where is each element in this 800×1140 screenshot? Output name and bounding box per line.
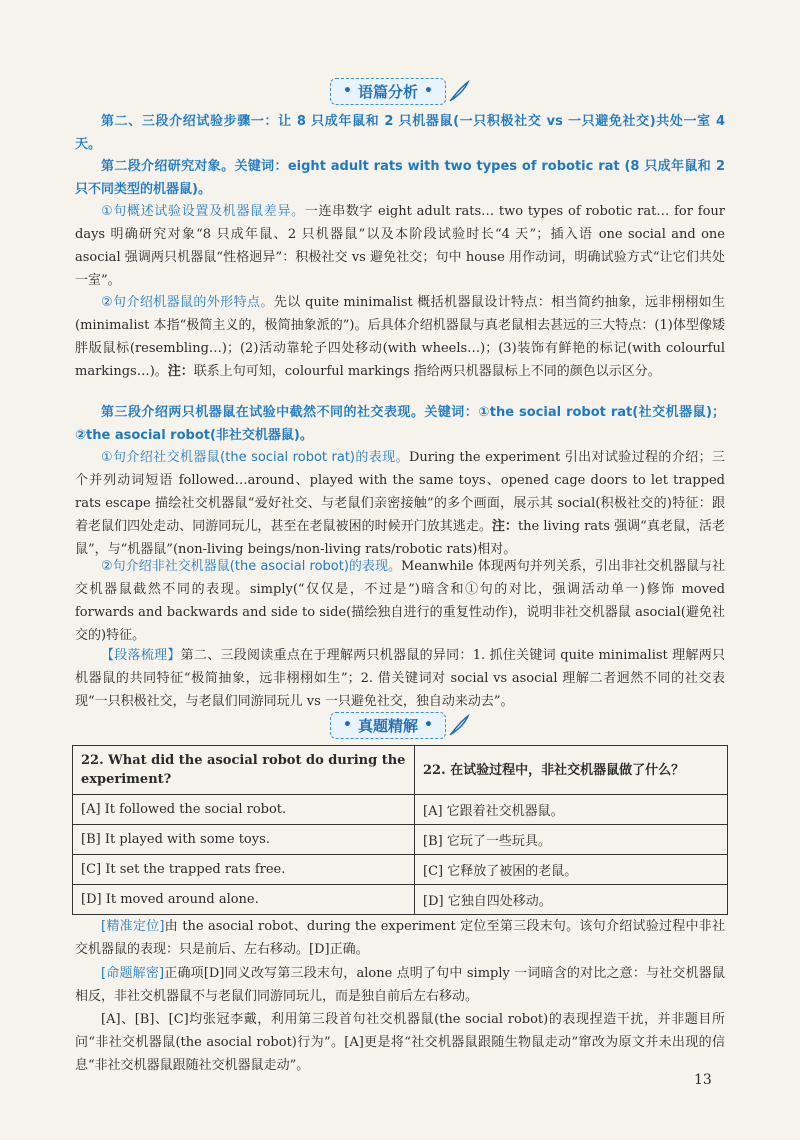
- option-b-en: [B] It played with some toys.: [73, 825, 415, 855]
- asocial-robot-body: Meanwhile 体现两句并列关系，引出非社交机器鼠与社交机器鼠截然不同的表现。simply(“仅仅是，不过是”)暗含和①句的对比，强调活动单一)修饰 moved forwards and backwards and side to side(描绘独自进行的重复性动作)，说明非社交机器鼠 asocial(避免社交的)特征。: [75, 559, 725, 643]
- analysis-paragraph-3: [75, 200, 725, 292]
- quill-pen-icon: [448, 714, 470, 736]
- step-summary: 第二、三段介绍试验步骤一：让 8 只成年鼠和 2 只机器鼠(一只积极社交 vs 一只避免社交)共处一室 4 天。: [75, 114, 725, 152]
- analysis-paragraph-6: [75, 446, 725, 561]
- option-c-zh: [C] 它释放了被困的老鼠。: [415, 855, 728, 885]
- sentence-two-body: 先以 quite minimalist 概括机器鼠设计特点：相当简约抽象，远非栩栩如生(minimalist 本指“极简主义的，极简抽象派的”)。后具体介绍机器鼠与真老鼠相去甚远的三大特点：(1)体型像矮胖版鼠标(resembling…)；(2)活动靠轮子四处移动(with wheels…)；(3)装饰有鲜艳的标记(with colourful markings…)。: [75, 295, 725, 379]
- option-d-en: [D] It moved around alone.: [73, 885, 415, 915]
- paragraph-summary-body: 第二、三段阅读重点在于理解两只机器鼠的异同：1. 抓住关键词 quite minimalist 理解两只机器鼠的共同特征“极简抽象，远非栩栩如生”；2. 借关键词对 social vs asocial 理解二者迥然不同的社交表现“一只积极社交，与老鼠们同游同玩儿 vs 一只避免社交，独自动来动去”。: [75, 648, 725, 709]
- asocial-robot-heading: ②句介绍非社交机器鼠(the asocial robot)的表现。: [101, 559, 401, 574]
- option-row-a: [73, 795, 728, 825]
- analysis-paragraph-8: [75, 644, 725, 713]
- option-row-c: [73, 855, 728, 885]
- option-a-en: [A] It followed the social robot.: [73, 795, 415, 825]
- option-row-d: [73, 885, 728, 915]
- banner-label: 语篇分析: [357, 82, 418, 101]
- dot-icon: •: [424, 83, 433, 99]
- section-banner-analysis: [0, 76, 800, 106]
- analysis-paragraph-5: [75, 401, 725, 447]
- question-zh: 22. 在试验过程中，非社交机器鼠做了什么？: [415, 746, 728, 795]
- analysis-paragraph-2: [75, 155, 725, 201]
- banner-pill: [330, 78, 446, 105]
- explain-paragraph-3: [75, 1008, 725, 1077]
- precise-location-tag: [精准定位]: [101, 919, 165, 934]
- question-table: [72, 745, 728, 915]
- paragraph-three-summary: 第三段介绍两只机器鼠在试验中截然不同的社交表现。关键词：①the social robot rat(社交机器鼠)；②the asocial robot(非社交机器鼠)。: [75, 405, 725, 443]
- note-label: 注：: [491, 519, 518, 534]
- option-row-b: [73, 825, 728, 855]
- explain-paragraph-1: [75, 915, 725, 961]
- explain-paragraph-2: [75, 962, 725, 1008]
- note-label: 注：: [167, 364, 194, 379]
- section-banner-question: [0, 710, 800, 740]
- note-body: the living rats 强调“真老鼠，活老鼠”，与“机器鼠”(non-living beings/non-living rats/robotic rats)相对。: [75, 519, 725, 557]
- social-robot-heading: ①句介绍社交机器鼠(the social robot rat)的表现。: [101, 450, 409, 465]
- precise-location-body: 由 the asocial robot、during the experiment 定位至第三段末句。该句介绍试验过程中非社交机器鼠的表现：只是前后、左右移动。[D]正确。: [75, 919, 725, 957]
- banner-pill: [330, 712, 446, 739]
- page-number: 13: [694, 1072, 712, 1088]
- paragraph-two-summary: 第二段介绍研究对象。关键词：eight adult rats with two types of robotic rat (8 只成年鼠和 2 只不同类型的机器鼠)。: [75, 159, 725, 197]
- analysis-paragraph-4: [75, 291, 725, 383]
- analysis-paragraph-1: [75, 110, 725, 156]
- dot-icon: •: [343, 83, 352, 99]
- sentence-one-heading: ①句概述试验设置及机器鼠差异。: [101, 204, 305, 219]
- quill-pen-icon: [448, 80, 470, 102]
- distractor-analysis: [A]、[B]、[C]均张冠李戴，利用第三段首句社交机器鼠(the social robot)的表现捏造干扰，并非题目所问“非社交机器鼠(the asocial robot)行为”。[A]更是将“社交机器鼠跟随生物鼠走动”窜改为原文并未出现的信息“非社交机器鼠跟随社交机器鼠走动”。: [75, 1012, 725, 1073]
- option-c-en: [C] It set the trapped rats free.: [73, 855, 415, 885]
- decoding-tag: [命题解密]: [101, 966, 165, 981]
- dot-icon: •: [343, 717, 352, 733]
- note-body: 联系上句可知，colourful markings 指给两只机器鼠标上不同的颜色以示区分。: [193, 364, 661, 379]
- banner-label: 真题精解: [357, 716, 418, 735]
- option-b-zh: [B] 它玩了一些玩具。: [415, 825, 728, 855]
- social-robot-body: During the experiment 引出对试验过程的介绍；三个并列动词短语 followed…around、played with the same toys、opened cage doors to let trapped rats escape 描绘社交机器鼠“爱好社交、与老鼠们亲密接触”的多个画面，展示其 social(积极社交的)特征：跟着老鼠们四处走动、同游同玩儿，甚至在老鼠被困的时候开门放其逃走。: [75, 450, 725, 534]
- question-en: 22. What did the asocial robot do during the experiment?: [73, 746, 415, 795]
- decoding-body: 正确项[D]同义改写第三段末句，alone 点明了句中 simply 一词暗含的对比之意：与社交机器鼠相反，非社交机器鼠不与老鼠们同游同玩儿，而是独自前后左右移动。: [75, 966, 725, 1004]
- option-d-zh: [D] 它独自四处移动。: [415, 885, 728, 915]
- analysis-paragraph-7: [75, 555, 725, 647]
- question-row: [73, 746, 728, 795]
- dot-icon: •: [424, 717, 433, 733]
- sentence-one-body: 一连串数字 eight adult rats… two types of robotic rat… for four days 明确研究对象“8 只成年鼠、2 只机器鼠”以及本阶段试验时长“4 天”；插入语 one social and one asocial 强调两只机器鼠“性格迥异”：积极社交 vs 避免社交；句中 house 用作动词，明确试验方式“让它们共处一室”。: [75, 204, 725, 288]
- paragraph-summary-tag: 【段落梳理】: [101, 648, 181, 663]
- option-a-zh: [A] 它跟着社交机器鼠。: [415, 795, 728, 825]
- sentence-two-heading: ②句介绍机器鼠的外形特点。: [101, 295, 274, 310]
